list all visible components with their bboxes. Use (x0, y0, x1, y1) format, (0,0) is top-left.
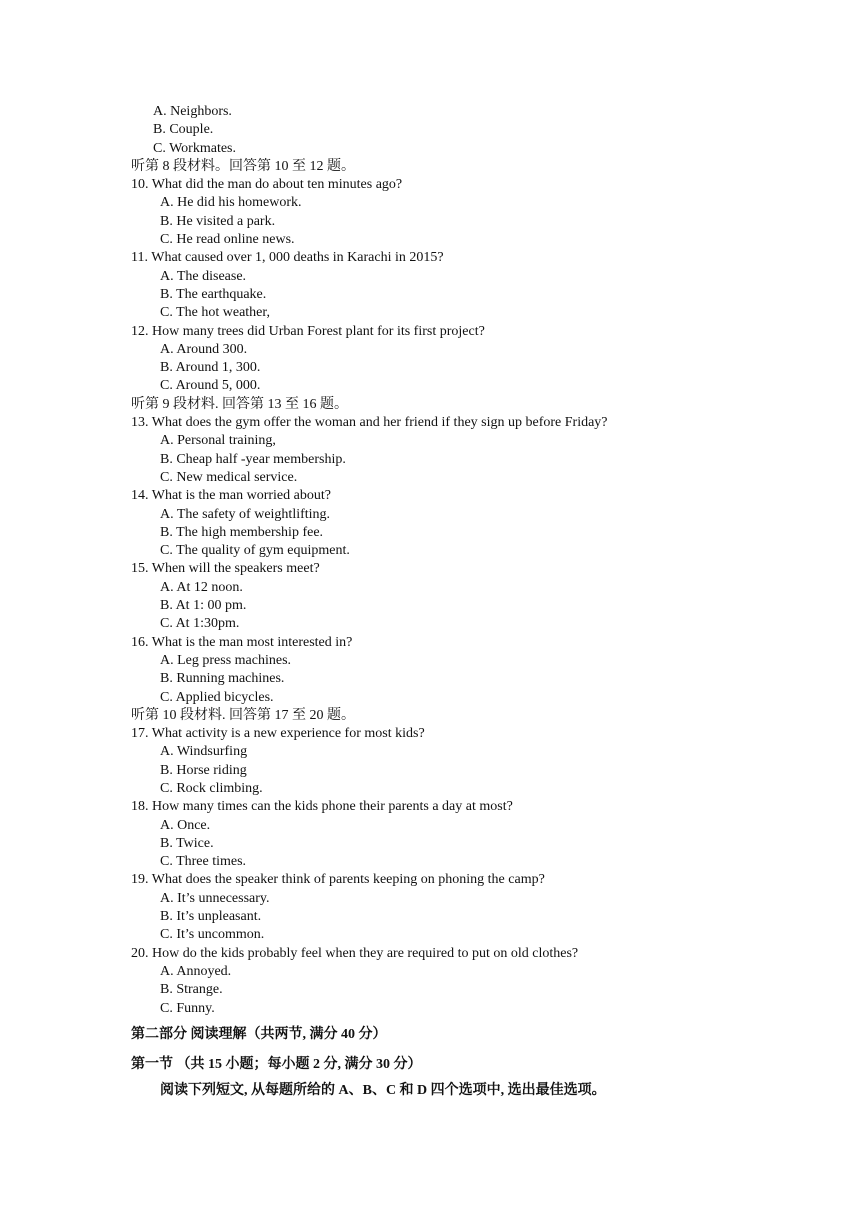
document-page (0, 103, 860, 1104)
option-a: A. Windsurfing (160, 744, 248, 760)
lead-option-c: C. Workmates. (153, 140, 236, 156)
question-11: 11. What caused over 1, 000 deaths in Karachi in 2015? (131, 250, 444, 266)
option-c: C. Funny. (160, 1000, 215, 1016)
option-b: B. Cheap half -year membership. (160, 451, 346, 467)
option-b: B. Strange. (160, 982, 223, 998)
option-b: B. Horse riding (160, 762, 247, 778)
question-18: 18. How many times can the kids phone their parents a day at most? (131, 799, 513, 815)
option-a: A. Personal training, (160, 433, 276, 449)
option-a: A. Around 300. (160, 341, 248, 357)
option-a: A. Leg press machines. (160, 652, 292, 668)
option-a: A. It’s unnecessary. (160, 890, 270, 906)
question-14: 14. What is the man worried about? (131, 488, 331, 504)
option-a: A. The safety of weightlifting. (160, 506, 331, 522)
part-two-title: 第二部分 阅读理解（共两节, 满分 40 分） (131, 1026, 387, 1042)
lead-option-a: A. Neighbors. (153, 104, 232, 119)
option-c: C. Applied bicycles. (160, 689, 274, 705)
question-13: 13. What does the gym offer the woman and her friend if they sign up before Friday? (131, 415, 608, 431)
section-heading: 听第 8 段材料。回答第 10 至 12 题。 (131, 158, 355, 174)
option-c: C. Rock climbing. (160, 780, 263, 796)
option-c: C. He read online news. (160, 232, 295, 248)
question-20: 20. How do the kids probably feel when they are required to put on old clothes? (131, 945, 579, 961)
option-c: C. The hot weather, (160, 305, 270, 321)
reading-instruction: 阅读下列短文, 从每题所给的 A、B、C 和 D 四个选项中, 选出最佳选项。 (160, 1082, 606, 1098)
section-heading: 听第 9 段材料. 回答第 13 至 16 题。 (131, 396, 348, 412)
option-b: B. At 1: 00 pm. (160, 598, 247, 614)
option-a: A. At 12 noon. (160, 579, 243, 595)
option-b: B. He visited a park. (160, 213, 276, 229)
option-b: B. The high membership fee. (160, 524, 324, 540)
option-c: C. Around 5, 000. (160, 378, 261, 394)
question-15: 15. When will the speakers meet? (131, 561, 320, 577)
option-b: B. Around 1, 300. (160, 360, 261, 376)
option-b: B. Twice. (160, 835, 214, 851)
question-10: 10. What did the man do about ten minutes ago? (131, 177, 403, 193)
option-c: C. The quality of gym equipment. (160, 543, 350, 559)
question-17: 17. What activity is a new experience for most kids? (131, 726, 425, 742)
option-c: C. Three times. (160, 854, 247, 870)
question-12: 12. How many trees did Urban Forest plant for its first project? (131, 323, 485, 339)
question-19: 19. What does the speaker think of parents keeping on phoning the camp? (131, 872, 545, 888)
option-c: C. New medical service. (160, 469, 298, 485)
option-a: A. Annoyed. (160, 963, 232, 979)
option-b: B. It’s unpleasant. (160, 909, 262, 925)
lead-option-b: B. Couple. (153, 122, 214, 138)
option-b: B. Running machines. (160, 671, 285, 687)
section-one-title: 第一节 （共 15 小题；每小题 2 分, 满分 30 分） (131, 1056, 422, 1072)
option-a: A. Once. (160, 817, 211, 833)
option-b: B. The earthquake. (160, 286, 267, 302)
question-16: 16. What is the man most interested in? (131, 634, 353, 650)
option-c: C. At 1:30pm. (160, 616, 240, 632)
section-heading: 听第 10 段材料. 回答第 17 至 20 题。 (131, 707, 355, 723)
option-c: C. It’s uncommon. (160, 927, 265, 943)
option-a: A. He did his homework. (160, 195, 302, 211)
option-a: A. The disease. (160, 268, 247, 284)
